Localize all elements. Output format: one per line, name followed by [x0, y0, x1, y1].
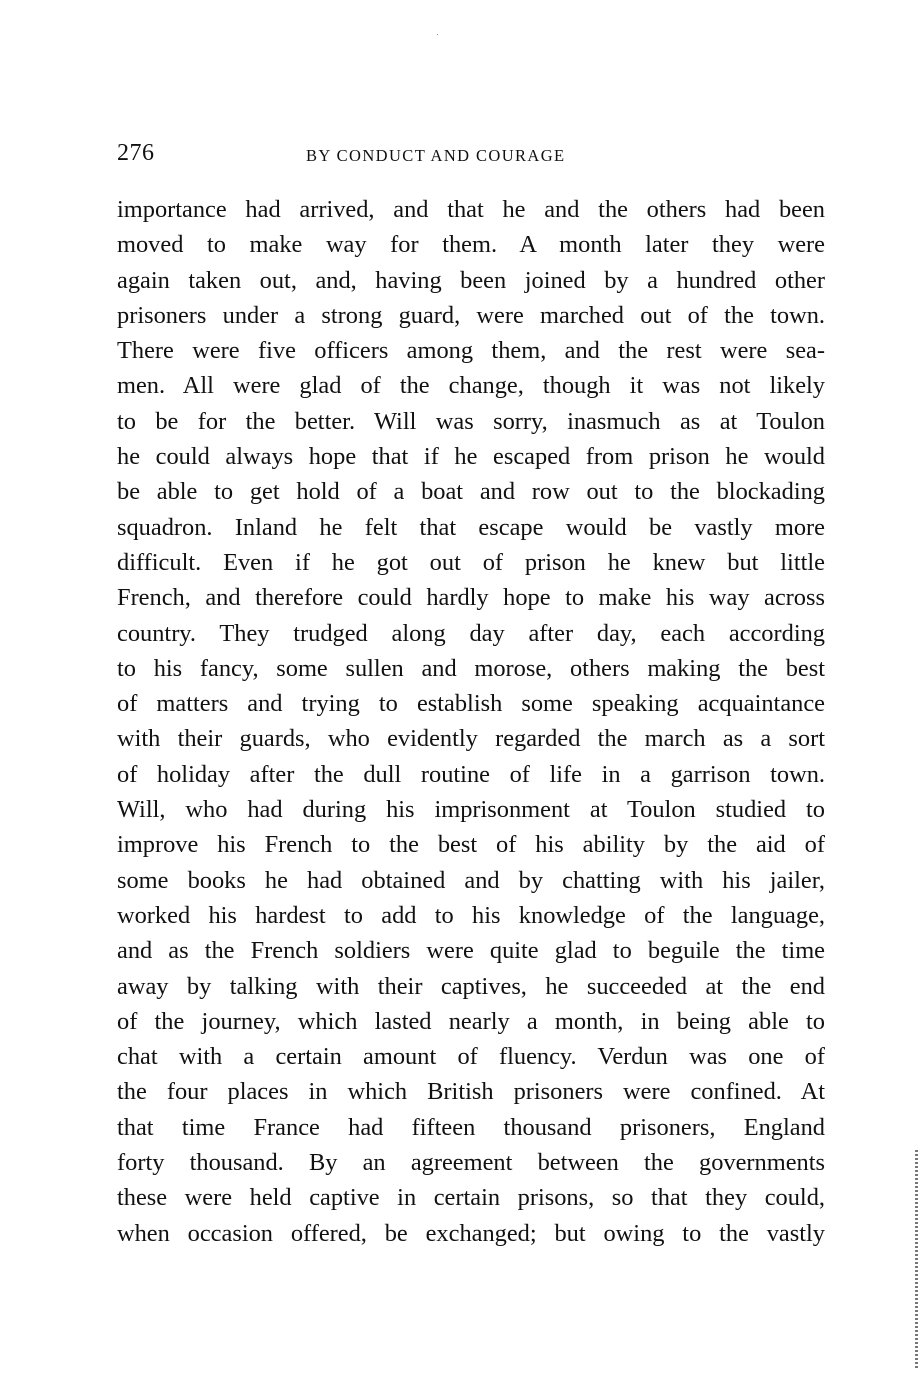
text-line: with their guards, who evidently regarded the march as a sort — [117, 725, 825, 753]
text-line: There were five officers among them, and the rest were sea- — [117, 337, 825, 365]
text-line: improve his French to the best of his ability by the aid of — [117, 831, 825, 859]
text-line: to his fancy, some sullen and morose, others making the best — [117, 654, 825, 682]
text-line: country. They trudged along day after day, each according — [117, 619, 825, 647]
text-line: the four places in which British prisoners were confined. At — [117, 1078, 825, 1106]
text-line: Will, who had during his imprisonment at Toulon studied to — [117, 796, 825, 824]
text-line: worked his hardest to add to his knowledge of the language, — [117, 901, 825, 929]
text-line: again taken out, and, having been joined by a hundred other — [117, 266, 825, 294]
text-line: moved to make way for them. A month later they were — [117, 231, 825, 259]
text-line: squadron. Inland he felt that escape would be vastly more — [117, 513, 825, 541]
text-line: forty thousand. By an agreement between the governments — [117, 1149, 825, 1177]
text-line: chat with a certain amount of fluency. Verdun was one of — [117, 1043, 825, 1071]
text-line: when occasion offered, be exchanged; but owing to the vastly — [117, 1219, 825, 1247]
text-line: away by talking with their captives, he succeeded at the end — [117, 972, 825, 1000]
page-number: 276 — [117, 140, 155, 166]
scan-edge-mark — [915, 1150, 918, 1370]
text-line: French, and therefore could hardly hope to make his way across — [117, 584, 825, 612]
page-speck — [437, 34, 438, 35]
running-title: BY CONDUCT AND COURAGE — [306, 146, 566, 165]
text-line: of holiday after the dull routine of life in a garrison town. — [117, 760, 825, 788]
text-line: some books he had obtained and by chatting with his jailer, — [117, 866, 825, 894]
text-line: importance had arrived, and that he and the others had been — [117, 196, 825, 223]
text-line: of the journey, which lasted nearly a month, in being able to — [117, 1007, 825, 1035]
text-line: prisoners under a strong guard, were marched out of the town. — [117, 301, 825, 329]
body-text — [117, 192, 825, 1251]
page-header — [117, 140, 825, 170]
text-line: to be for the better. Will was sorry, inasmuch as at Toulon — [117, 407, 825, 435]
text-line: that time France had fifteen thousand prisoners, England — [117, 1113, 825, 1141]
text-line: of matters and trying to establish some speaking acquaintance — [117, 690, 825, 718]
text-line: men. All were glad of the change, though it was not likely — [117, 372, 825, 400]
text-line: be able to get hold of a boat and row out to the blockading — [117, 478, 825, 506]
text-line: he could always hope that if he escaped from prison he would — [117, 443, 825, 471]
text-line: difficult. Even if he got out of prison he knew but little — [117, 548, 825, 576]
text-line: these were held captive in certain prisons, so that they could, — [117, 1184, 825, 1212]
text-line: and as the French soldiers were quite glad to beguile the time — [117, 937, 825, 965]
